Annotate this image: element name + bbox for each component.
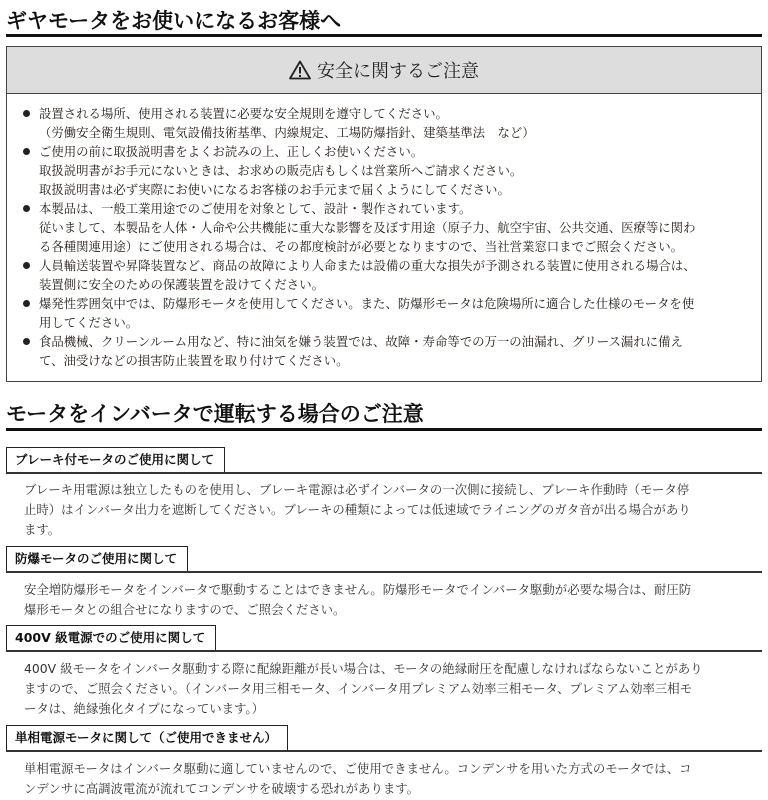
brake-motor-rule: [6, 472, 762, 474]
400v-power-line: ますので、ご照会ください。（インバータ用三相モータ、インバータ用プレミアム効率三相モータ、プレミアム効率三相モ: [24, 681, 693, 696]
safety-item: [21, 199, 751, 256]
safety-line: 人員輸送装置や昇降装置など、商品の故障により人命または設備の重大な損失が予測される装置に使用される場合は、: [39, 258, 696, 273]
safety-item: [21, 256, 751, 294]
single-phase-rule: [6, 750, 762, 752]
safety-item: [21, 142, 751, 199]
explosion-proof-line: 爆形モータとの組合せになりますので、ご照会ください。: [24, 602, 346, 617]
safety-line: 取扱説明書がお手元にないときは、お求めの販売店もしくは営業所へご請求ください。: [39, 163, 523, 178]
explosion-proof-rule: [6, 571, 762, 573]
400v-power-line: 400V 級モータをインバータ駆動する際に配線距離が長い場合は、モータの絶縁耐圧を配慮しなければならないことがあり: [24, 661, 703, 676]
400v-power-rule: [6, 650, 762, 652]
safety-item: [21, 104, 751, 142]
page-title: ギヤモータをお使いになるお客様へ: [6, 9, 342, 33]
bullet-icon: [23, 205, 30, 212]
safety-line: 装置側に安全のための保護装置を設けてください。: [39, 277, 324, 292]
brake-motor-label: ブレーキ付モータのご使用に関して: [6, 447, 225, 473]
single-phase-text: [24, 759, 754, 799]
explosion-proof-line: 安全増防爆形モータをインバータで駆動することはできません。防爆形モータでインバータ駆動が必要な場合は、耐圧防: [24, 582, 692, 597]
safety-line: 本製品は、一般工業用途でのご使用を対象として、設計・製作されています。: [39, 201, 472, 216]
single-phase-line: ンデンサに高調波電流が流れてコンデンサを破壊する恐れがあります。: [24, 781, 420, 796]
inverter-title-rule: [6, 428, 762, 431]
warning-triangle-icon: [289, 60, 311, 80]
brake-motor-line: 止時）はインバータ出力を遮断してください。ブレーキの種類によっては低速域でライニングのガタ音が出る場合があり: [24, 502, 691, 517]
safety-list: [7, 94, 761, 370]
safety-line: 従いまして、本製品を人体・人命や公共機能に重大な影響を及ぼす用途（原子力、航空宇宙、公共交通、医療等に関わ: [39, 220, 696, 235]
single-phase-label: 単相電源モータに関して（ご使用できません）: [6, 725, 288, 751]
safety-notice-box: [6, 46, 762, 382]
400v-power-text: [24, 659, 754, 719]
explosion-proof-label: 防爆モータのご使用に関して: [6, 546, 188, 572]
400v-power-line: ータは、絶縁強化タイプになっています。）: [24, 701, 265, 716]
safety-line: 食品機械、クリーンルーム用など、特に油気を嫌う装置では、故障・寿命等での万一の油漏れ、グリース漏れに備え: [39, 334, 683, 349]
title-rule: [6, 34, 762, 37]
brake-motor-line: ブレーキ用電源は独立したものを使用し、ブレーキ電源は必ずインバータの一次側に接続し、ブレーキ作動時（モータ停: [24, 482, 690, 497]
safety-heading: 安全に関するご注意: [317, 61, 479, 82]
safety-line: ご使用の前に取扱説明書をよくお読みの上、正しくお使いください。: [39, 144, 424, 159]
explosion-proof-text: [24, 580, 754, 620]
safety-line: （労働安全衛生規則、電気設備技術基準、内線規定、工場防爆指針、建築基準法 など）: [39, 125, 535, 140]
safety-line: 設置される場所、使用される装置に必要な安全規則を遵守してください。: [39, 106, 448, 121]
safety-item: [21, 294, 751, 332]
brake-motor-line: ます。: [24, 522, 61, 537]
safety-header: [7, 47, 761, 94]
bullet-icon: [23, 148, 30, 155]
inverter-section-title: モータをインバータで運転する場合のご注意: [6, 402, 424, 426]
safety-line: て、油受けなどの損害防止装置を取り付けてください。: [39, 353, 349, 368]
safety-line: 取扱説明書は必ず実際にお使いになるお客様のお手元まで届くようにしてください。: [39, 182, 510, 197]
bullet-icon: [23, 262, 30, 269]
safety-line: 爆発性雰囲気中では、防爆形モータを使用してください。また、防爆形モータは危険場所に適合した仕様のモータを使: [39, 296, 695, 311]
bullet-icon: [23, 110, 30, 117]
safety-item: [21, 332, 751, 370]
safety-line: 用してください。: [39, 315, 139, 330]
bullet-icon: [23, 338, 30, 345]
safety-line: る各種関連用途）にご使用される場合は、その都度検討が必要となりますので、当社営業窓口までご照会ください。: [39, 239, 684, 254]
brake-motor-text: [24, 480, 754, 540]
single-phase-line: 単相電源モータはインバータ駆動に適していませんので、ご使用できません。コンデンサを用いた方式のモータでは、コ: [24, 761, 692, 776]
bullet-icon: [23, 300, 30, 307]
400v-power-label: 400V 級電源でのご使用に関して: [6, 625, 216, 651]
